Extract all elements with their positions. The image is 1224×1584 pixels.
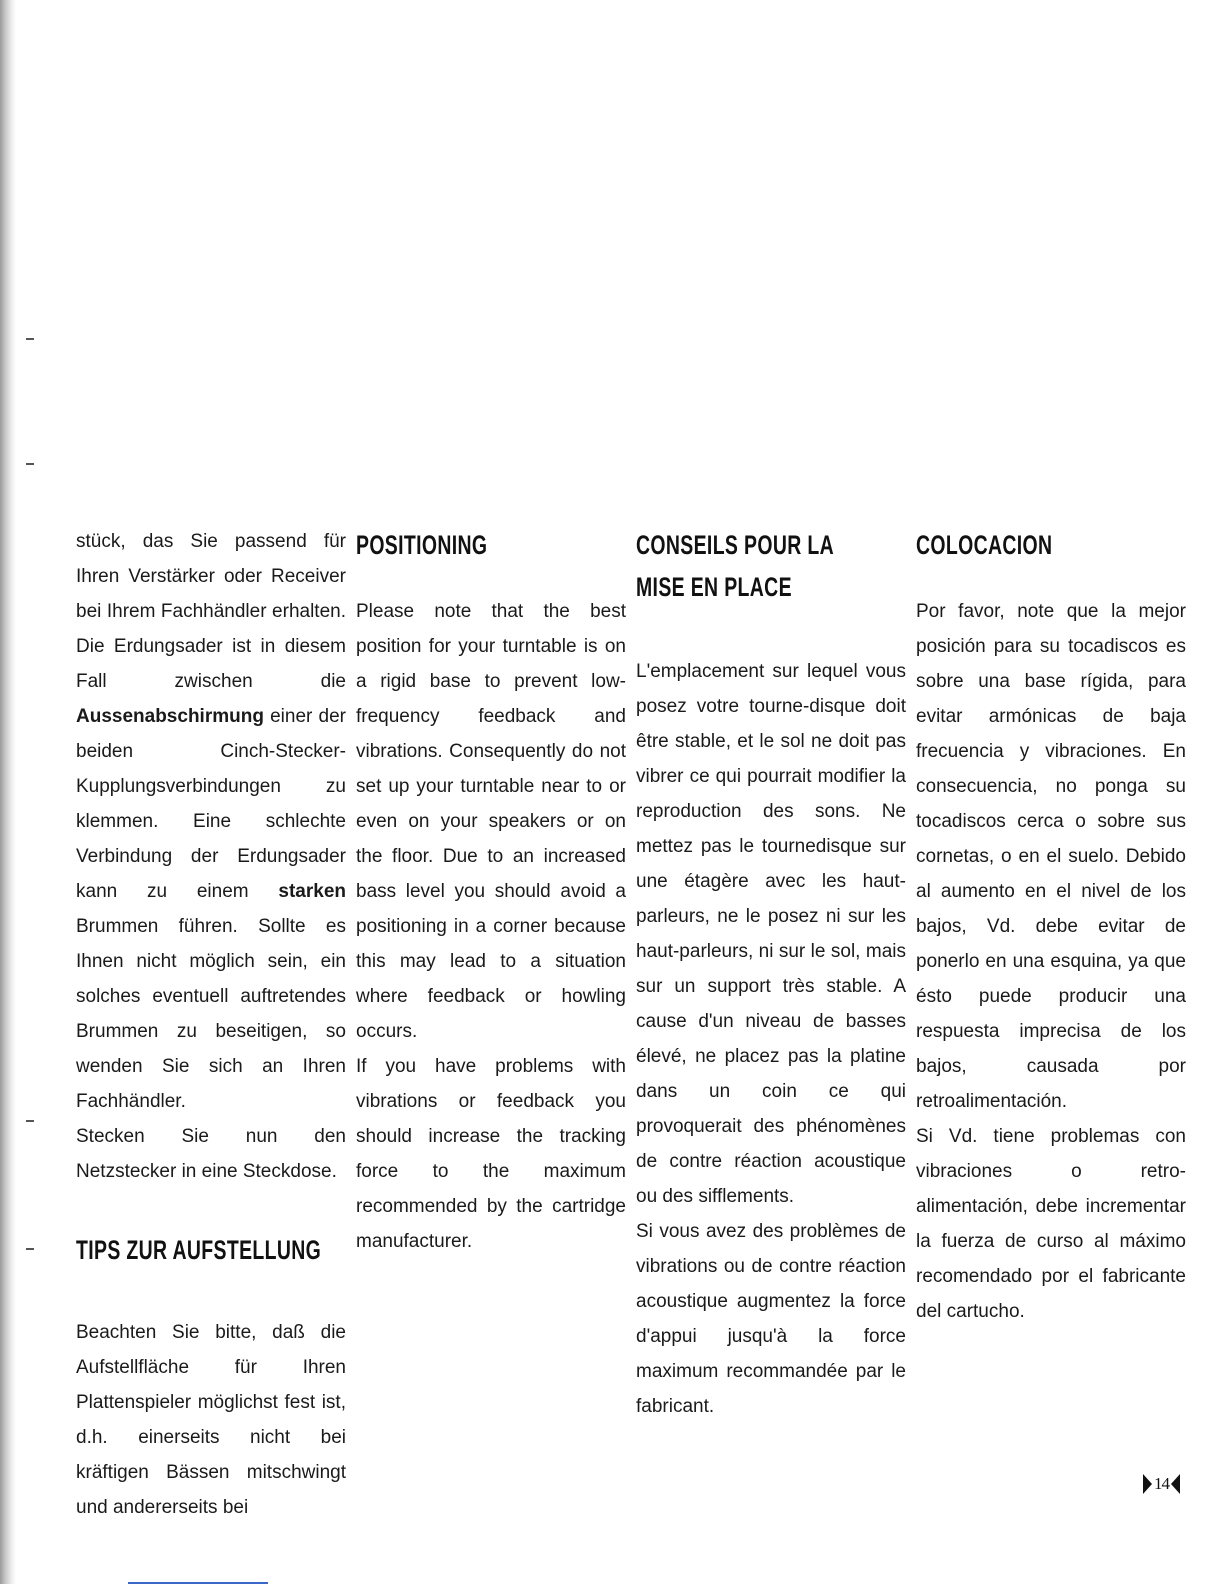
french-heading-line-2: MISE EN PLACE — [636, 572, 792, 602]
french-heading-line-1: CONSEILS POUR LA — [636, 530, 835, 560]
triangle-left-icon — [1171, 1474, 1180, 1494]
german-text: Brummen führen. Sollte es Ihnen nicht möglich sein, ein solches eventuell auftretendes Brummen zu beseitigen, so wenden Sie sich an Ihren Fachhändler. — [76, 916, 346, 1112]
spanish-heading: COLOCACION — [916, 530, 1053, 560]
binding-shadow — [0, 0, 16, 1584]
margin-mark — [26, 1248, 34, 1250]
english-paragraph-2: If you have problems with vibrations or feedback you should increase the tracking force to the maximum recommended by the cartridge manufacturer. — [356, 1056, 626, 1252]
german-column — [76, 524, 346, 1525]
german-bold-term: Aussenabschirmung — [76, 706, 264, 727]
spanish-paragraph-1: Por favor, note que la mejor posición para su tocadiscos es sobre una base rígida, para evitar armónicas de baja frecuencia y vibraciones. En consecuencia, no ponga su tocadiscos cerca o sobre sus cornetas, o en el suelo. Debido al aumento en el nivel de los bajos, Vd. debe evitar de ponerlo en una esquina, ya que ésto puede producir una respuesta imprecisa de los bajos, causada por retroalimentación. — [916, 601, 1186, 1112]
french-paragraph-2: Si vous avez des problèmes de vibrations ou de contre réaction acoustique augmentez la force d'appui jusqu'à la force maximum recommandée par le fabricant. — [636, 1221, 906, 1417]
german-bold-term: starken — [278, 881, 346, 902]
triangle-right-icon — [1143, 1474, 1152, 1494]
margin-mark — [26, 338, 34, 340]
page-number — [1143, 1474, 1180, 1494]
french-heading — [636, 524, 835, 608]
german-text: einer der beiden Cinch-Stecker-Kupplungsverbindungen zu klemmen. Eine schlechte Verbindung der Erdungsader kann zu einem — [76, 706, 346, 902]
spanish-paragraph-2: Si Vd. tiene problemas con vibraciones o retro-alimentación, debe incrementar la fuerza de curso al máximo recomendado por el fabricante del cartucho. — [916, 1126, 1186, 1322]
german-tips-paragraph: Beachten Sie bitte, daß die Aufstellfläche für Ihren Plattenspieler möglichst fest ist, d.h. einerseits nicht bei kräftigen Bässen mitschwingt und andererseits bei — [76, 1322, 346, 1518]
english-heading: POSITIONING — [356, 530, 488, 560]
page-number-value: 14 — [1154, 1474, 1169, 1493]
german-text: stück, das Sie passend für Ihren Verstärker oder Receiver bei Ihrem Fachhändler erhalten. Die Erdungsader ist in diesem Fall zwischen die — [76, 531, 346, 692]
english-column — [356, 524, 626, 1259]
spanish-column — [916, 524, 1186, 1329]
margin-mark — [26, 463, 34, 465]
english-paragraph-1: Please note that the best position for your turntable is on a rigid base to prevent low-frequency feedback and vibrations. Consequently do not set up your turntable near to or even on your speakers or on the floor. Due to an increased bass level you should avoid a positioning in a corner because this may lead to a situation where feedback or howling occurs. — [356, 601, 626, 1042]
french-column — [636, 524, 906, 1424]
german-heading: TIPS ZUR AUFSTELLUNG — [76, 1235, 322, 1265]
margin-mark — [26, 1120, 34, 1122]
french-paragraph-1: L'emplacement sur lequel vous posez votre tourne-disque doit être stable, et le sol ne doit pas vibrer ce qui pourrait modifier la reproduction des sons. Ne mettez pas le tournedisque sur une étagère avec les haut-parleurs, ne le posez ni sur les haut-parleurs, ni sur le sol, mais sur un support très stable. A cause d'un niveau de basses élevé, ne placez pas la platine dans un coin ce qui provoquerait des phénomènes de contre réaction acoustique ou des sifflements. — [636, 661, 906, 1207]
german-grounding-paragraph — [76, 524, 346, 1119]
german-plug-paragraph: Stecken Sie nun den Netzstecker in eine Steckdose. — [76, 1126, 346, 1182]
